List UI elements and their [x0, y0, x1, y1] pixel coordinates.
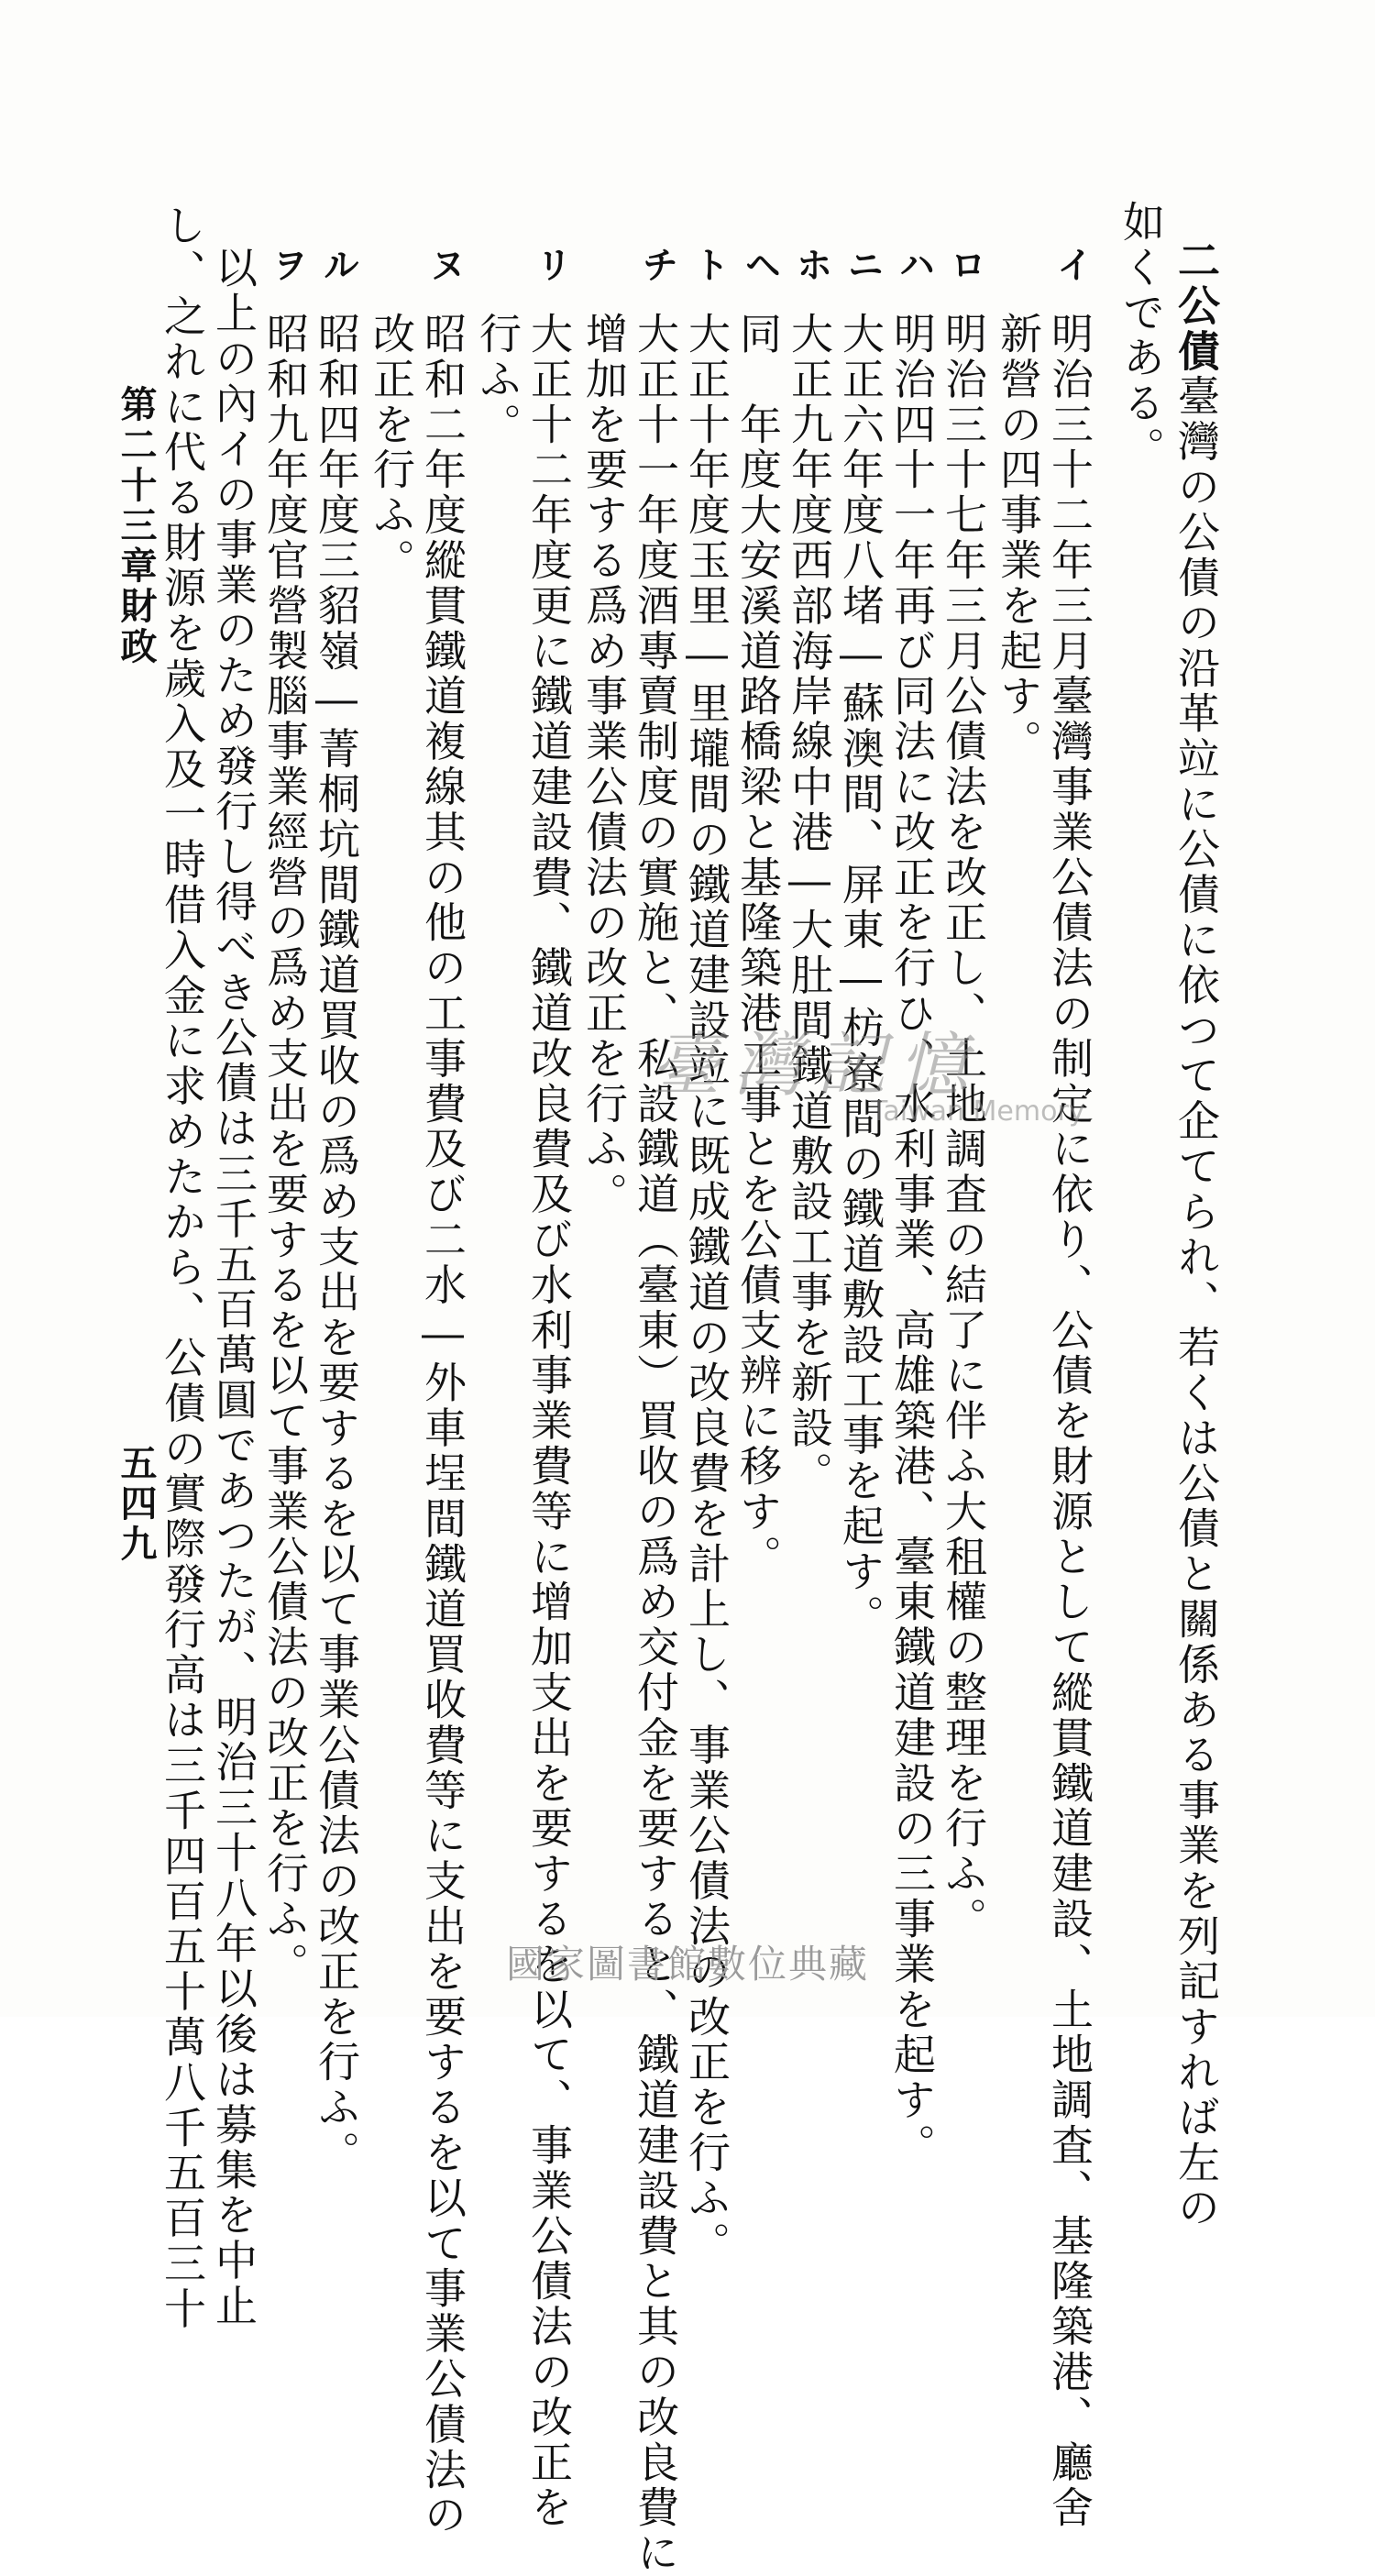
running-head-subject-2: 政: [115, 627, 158, 667]
item-i-text: 臺灣事業公債法の制定に依り、公債を財源として縱貫鐵道建設、土地調査、基隆築港、廳舍: [1045, 674, 1094, 2531]
item-ro-text: 公債法を改正し、土地調査の結了に伴ふ大租權の整理を行ふ。: [939, 674, 988, 1943]
running-head-subject-1: 財: [115, 587, 158, 627]
closing-line-1: 以上の內イの事業のため發行し得べき公債は三千五百萬圓であつたが、明治三十八年以後は募集を中止: [209, 246, 258, 2329]
item-he-line: [733, 312, 783, 1580]
item-ha-line: [887, 312, 937, 2169]
item-to-text: 玉里―里壠間の鐵道建設竝に既成鐵道の改良費を計上し、事業公債法の改正を行ふ。: [682, 538, 732, 2267]
running-head-chapter: 第二十三章: [115, 385, 158, 587]
item-i-year: 明治三十二年三月: [1045, 312, 1094, 675]
watermark-logo-text: 臺灣記憶: [651, 1024, 981, 1106]
item-ri-line-1: [524, 312, 574, 2531]
item-marker-ho: ホ: [790, 246, 833, 282]
item-ha-year: 明治四十一年: [887, 312, 937, 584]
item-marker-ru: ル: [317, 246, 360, 282]
section-intro-line-2: 如くである。: [1116, 200, 1166, 472]
item-to-year: 大正十年度: [682, 312, 732, 538]
item-chi-line-1: [631, 312, 680, 2576]
item-i-line-1: [1045, 312, 1094, 2531]
section-number: 二: [1172, 238, 1221, 284]
item-wo-line: [260, 312, 310, 1987]
item-he-year: 同 年度: [733, 312, 783, 493]
item-marker-ni: ニ: [842, 246, 885, 282]
item-ha-text: 再び同法に改正を行ひ、水利事業、高雄築港、臺東鐵道建設の三事業を起す。: [887, 583, 937, 2169]
closing-line-2: し、之れに代る財源を歲入及一時借入金に求めたから、公債の實際發行高は三千四百五十萬八千五百三十: [158, 204, 207, 2332]
item-marker-ri: リ: [530, 246, 573, 282]
item-ru-year: 昭和四年度: [312, 312, 361, 538]
item-marker-ha: ハ: [893, 246, 936, 282]
item-wo-year: 昭和九年度: [260, 312, 310, 538]
item-ru-line: [312, 312, 361, 2176]
item-marker-chi: チ: [636, 246, 679, 282]
item-wo-text: 官營製腦事業經營の爲め支出を要するを以て事業公債法の改正を行ふ。: [260, 538, 310, 1987]
item-chi-text: 酒專賣制度の實施と、私設鐵道（臺東）買收の爲め交付金を要すると、鐵道建設費と其の改良費に: [631, 583, 680, 2576]
section-intro-line-1: 臺灣の公債の沿革竝に公債に依つて企てられ、若くは公債と關係ある事業を列記すれば左の: [1172, 374, 1221, 2231]
item-nu-line-2: 改正を行ふ。: [367, 312, 416, 584]
item-he-text: 大安溪道路橋梁と基隆築港工事とを公債支辨に移す。: [733, 492, 783, 1580]
watermark-logo-subtext: Taiwan Memory: [871, 1095, 1085, 1128]
item-ru-text: 三貂嶺―菁桐坑間鐵道買收の爲め支出を要するを以て事業公債法の改正を行ふ。: [312, 538, 361, 2176]
item-marker-wo: ヲ: [266, 246, 309, 282]
item-ni-line: [836, 312, 886, 1640]
item-nu-year: 昭和二年度: [418, 312, 468, 538]
item-ho-line: [785, 312, 834, 1497]
item-ro-year: 明治三十七年三月: [939, 312, 988, 675]
item-marker-ro: ロ: [944, 246, 987, 282]
item-marker-i: イ: [1050, 246, 1094, 282]
item-marker-he: ヘ: [739, 246, 782, 282]
item-ri-year: 大正十二年度: [524, 312, 574, 584]
item-chi-line-2: 增加を要する爲め事業公債法の改正を行ふ。: [579, 312, 629, 1217]
item-ri-line-2: 行ふ。: [473, 312, 522, 448]
section-heading-line: [1172, 238, 1221, 2231]
item-i-line-2: 新營の四事業を起す。: [994, 312, 1043, 765]
item-ni-text: 八堵―蘇澳間、屏東―枋寮間の鐵道敷設工事を起す。: [836, 538, 886, 1640]
item-chi-year: 大正十一年度: [631, 312, 680, 584]
section-title: 公債: [1172, 283, 1221, 375]
running-head: [110, 385, 162, 667]
item-nu-line-1: [418, 312, 468, 2538]
item-marker-nu: ヌ: [424, 246, 467, 282]
item-nu-text: 縱貫鐵道複線其の他の工事費及び二水―外車埕間鐵道買收費等に支出を要するを以て事業公債法の: [418, 538, 468, 2538]
item-ho-text: 西部海岸線中港―大肚間鐵道敷設工事を新設。: [785, 538, 834, 1497]
footer-credit: 國家圖書館數位典藏: [505, 1942, 869, 1987]
item-ho-year: 大正九年度: [785, 312, 834, 538]
page-number: 五四九: [115, 1444, 158, 1565]
item-marker-to: ト: [688, 246, 731, 282]
watermark-logo: [642, 1018, 1118, 1128]
item-ri-text: 更に鐵道建設費、鐵道改良費及び水利事業費等に增加支出を要するを以て、事業公債法の改正を: [524, 583, 574, 2531]
item-ni-year: 大正六年度: [836, 312, 886, 538]
